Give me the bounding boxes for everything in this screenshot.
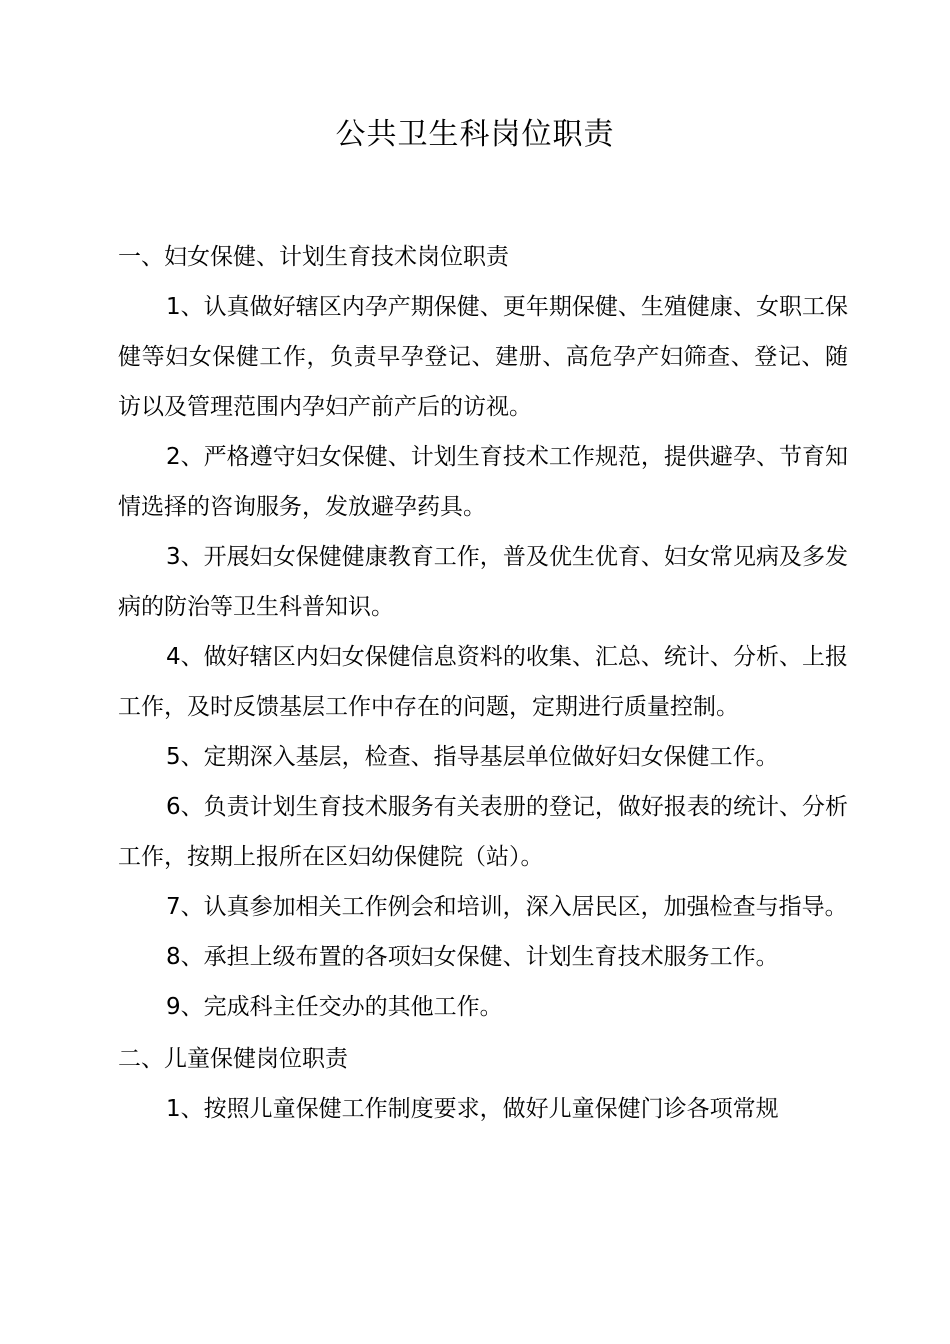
list-item: 4、做好辖区内妇女保健信息资料的收集、汇总、统计、分析、上报工作，及时反馈基层工作中存在的问题，定期进行质量控制。 [118,644,848,720]
list-item: 8、承担上级布置的各项妇女保健、计划生育技术服务工作。 [166,944,779,970]
list-item: 1、认真做好辖区内孕产期保健、更年期保健、生殖健康、女职工保健等妇女保健工作，负责早孕登记、建册、高危孕产妇筛查、登记、随访以及管理范围内孕妇产前产后的访视。 [118,294,848,420]
list-item: 7、认真参加相关工作例会和培训，深入居民区，加强检查与指导。 [166,894,848,920]
list-item: 2、严格遵守妇女保健、计划生育技术工作规范，提供避孕、节育知情选择的咨询服务，发放避孕药具。 [118,444,848,520]
section-heading: 二、儿童保健岗位职责 [118,1046,348,1072]
list-item: 1、按照儿童保健工作制度要求，做好儿童保健门诊各项常规 [166,1096,779,1122]
page-title: 公共卫生科岗位职责 [335,117,615,152]
list-item: 9、完成科主任交办的其他工作。 [166,994,503,1020]
section-heading: 一、妇女保健、计划生育技术岗位职责 [118,244,509,270]
document-body [118,232,848,1134]
list-item: 5、定期深入基层，检查、指导基层单位做好妇女保健工作。 [166,744,779,770]
list-item: 6、负责计划生育技术服务有关表册的登记，做好报表的统计、分析工作，按期上报所在区妇幼保健院（站）。 [118,794,848,870]
list-item: 3、开展妇女保健健康教育工作，普及优生优育、妇女常见病及多发病的防治等卫生科普知识。 [118,544,848,620]
